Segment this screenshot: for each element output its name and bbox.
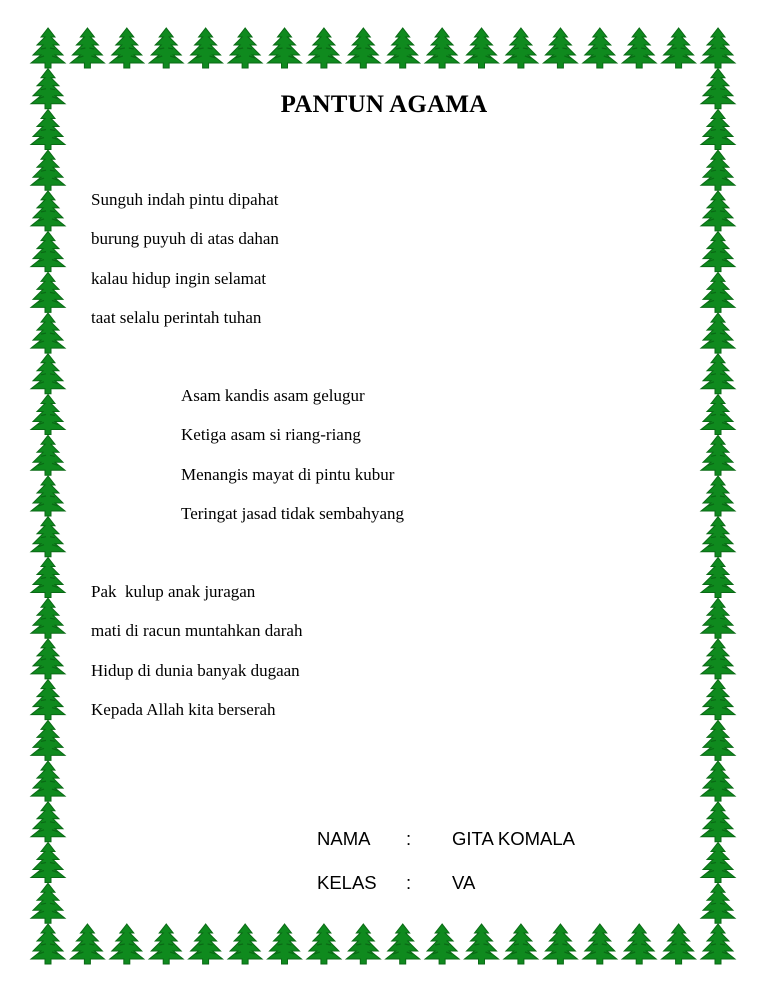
pine-tree-icon <box>583 28 617 68</box>
pine-tree-icon <box>31 883 65 923</box>
pine-tree-icon <box>701 150 735 190</box>
stanza-2 <box>181 386 404 543</box>
pine-tree-icon <box>31 435 65 475</box>
pine-tree-icon <box>31 476 65 516</box>
pine-tree-icon <box>425 924 459 964</box>
pine-tree-icon <box>701 720 735 760</box>
pine-tree-icon <box>701 924 735 964</box>
stanza-line: Pak kulup anak juragan <box>91 582 256 601</box>
pine-tree-icon <box>31 232 65 272</box>
nama-label: NAMA <box>317 828 371 849</box>
pine-tree-icon <box>701 639 735 679</box>
pine-tree-icon <box>346 924 380 964</box>
stanza-3 <box>91 582 302 739</box>
pine-tree-icon <box>701 476 735 516</box>
stanza-line: Kepada Allah kita berserah <box>91 699 276 719</box>
pine-tree-icon <box>662 924 696 964</box>
pine-tree-icon <box>268 924 302 964</box>
pine-tree-icon <box>31 150 65 190</box>
stanza-line: Hidup di dunia banyak dugaan <box>91 660 300 680</box>
pine-tree-icon <box>504 28 538 68</box>
pine-tree-icon <box>31 680 65 720</box>
pine-tree-icon <box>110 28 144 68</box>
stanza-line: Teringat jasad tidak sembahyang <box>181 503 405 523</box>
stanza-line: Sunguh indah pintu dipahat <box>91 190 279 209</box>
page-title: PANTUN AGAMA <box>280 91 488 118</box>
pine-tree-icon <box>701 313 735 353</box>
pine-tree-icon <box>701 191 735 231</box>
pine-tree-icon <box>701 435 735 475</box>
pine-tree-icon <box>189 924 223 964</box>
pine-tree-icon <box>31 761 65 801</box>
pine-tree-icon <box>228 28 262 68</box>
stanza-1 <box>91 190 279 347</box>
pine-tree-icon <box>701 272 735 312</box>
pine-tree-icon <box>189 28 223 68</box>
pine-tree-icon <box>31 354 65 394</box>
pine-tree-icon <box>701 232 735 272</box>
pine-tree-icon <box>386 924 420 964</box>
kelas-value: VA <box>452 872 476 893</box>
pine-tree-icon <box>701 28 735 68</box>
pine-tree-icon <box>465 924 499 964</box>
pine-tree-icon <box>31 517 65 557</box>
pine-tree-icon <box>622 924 656 964</box>
pine-tree-icon <box>31 272 65 312</box>
stanza-line: kalau hidup ingin selamat <box>91 268 267 288</box>
pine-tree-icon <box>701 517 735 557</box>
pine-tree-icon <box>31 313 65 353</box>
pine-tree-icon <box>583 924 617 964</box>
pine-tree-icon <box>70 28 104 68</box>
pine-tree-icon <box>701 883 735 923</box>
pine-tree-icon <box>701 761 735 801</box>
pine-tree-icon <box>465 28 499 68</box>
pine-tree-icon <box>31 720 65 760</box>
pine-tree-icon <box>268 28 302 68</box>
pine-tree-icon <box>701 598 735 638</box>
stanza-line: Menangis mayat di pintu kubur <box>181 464 395 484</box>
nama-separator: : <box>406 828 412 849</box>
nama-value: GITA KOMALA <box>452 828 576 849</box>
pine-tree-icon <box>543 924 577 964</box>
pine-tree-icon <box>701 558 735 598</box>
pine-tree-icon <box>31 843 65 883</box>
pine-tree-icon <box>622 28 656 68</box>
pine-tree-icon <box>149 28 183 68</box>
pine-tree-icon <box>31 639 65 679</box>
stanza-line: Asam kandis asam gelugur <box>181 386 365 405</box>
pine-tree-icon <box>504 924 538 964</box>
stanza-line: taat selalu perintah tuhan <box>91 307 262 327</box>
kelas-separator: : <box>406 872 412 893</box>
pine-tree-icon <box>110 924 144 964</box>
pine-tree-icon <box>228 924 262 964</box>
pine-tree-icon <box>31 191 65 231</box>
pine-tree-icon <box>149 924 183 964</box>
pine-tree-icon <box>31 395 65 435</box>
pine-tree-icon <box>346 28 380 68</box>
pine-tree-icon <box>701 354 735 394</box>
pine-tree-icon <box>31 28 65 68</box>
kelas-label: KELAS <box>317 872 377 893</box>
pine-tree-icon <box>307 924 341 964</box>
stanza-line: Ketiga asam si riang-riang <box>181 425 361 445</box>
pine-tree-icon <box>662 28 696 68</box>
stanza-line: mati di racun muntahkan darah <box>91 621 303 641</box>
pine-tree-icon <box>31 598 65 638</box>
pine-tree-icon <box>701 802 735 842</box>
pine-tree-icon <box>425 28 459 68</box>
stanza-line: burung puyuh di atas dahan <box>91 229 279 249</box>
pine-tree-icon <box>386 28 420 68</box>
pine-tree-icon <box>31 558 65 598</box>
pine-tree-icon <box>31 802 65 842</box>
pine-tree-icon <box>543 28 577 68</box>
pine-tree-icon <box>31 924 65 964</box>
pine-tree-icon <box>701 395 735 435</box>
pine-tree-icon <box>701 843 735 883</box>
pine-tree-icon <box>701 680 735 720</box>
pine-tree-icon <box>307 28 341 68</box>
pine-tree-icon <box>70 924 104 964</box>
